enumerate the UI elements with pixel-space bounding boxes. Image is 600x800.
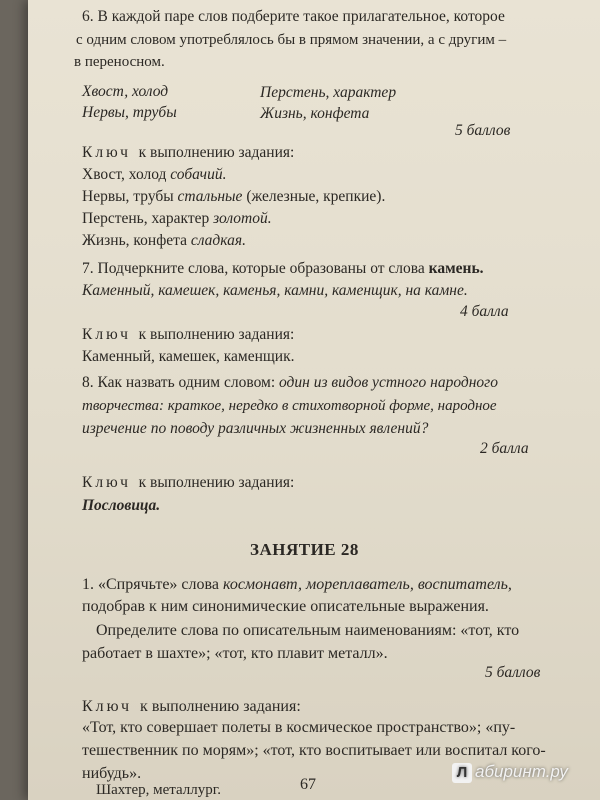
task7-text: 7. Подчеркните слова, которые образованы от слова <box>82 260 429 277</box>
book-page <box>28 0 600 800</box>
task6-answer1 <box>82 166 226 185</box>
answer-italic: сладкая. <box>190 232 246 249</box>
key-rest: к выполнению задания: <box>140 698 301 715</box>
task8-key <box>82 474 294 493</box>
task7-line2: Каменный, камешек, каменья, камни, каменщик, на камне. <box>82 282 468 299</box>
lesson-answer2: тешественник по морям»; «тот, кто воспитывает или воспитал кого- <box>82 742 546 759</box>
key-label: Ключ <box>82 698 133 715</box>
lesson-italic: космонавт, мореплаватель, воспитатель, <box>222 576 512 593</box>
task7-key <box>82 326 294 345</box>
task8-score: 2 балла <box>480 440 529 457</box>
task6-line1: 6. В каждой паре слов подберите такое прилагательное, которое <box>82 8 505 25</box>
answer-text: Хвост, холод <box>82 166 171 183</box>
watermark-badge-icon: Л <box>452 763 472 783</box>
key-rest: к выполнению задания: <box>138 474 295 491</box>
lesson-answer3: нибудь». <box>82 765 142 782</box>
task6-answer4 <box>82 232 246 251</box>
answer-italic: собачий. <box>170 166 227 183</box>
key-label: Ключ <box>82 326 131 343</box>
task6-line3: в переносном. <box>74 54 165 70</box>
lesson-task1-line4: работает в шахте»; «тот, кто плавит металл». <box>82 645 388 662</box>
lesson-answer1: «Тот, кто совершает полеты в космическое пространство»; «пу- <box>82 719 516 736</box>
task7-answer: Каменный, камешек, каменщик. <box>82 348 295 365</box>
task6-line2: с одним словом употреблялось бы в прямом значении, а с другим – <box>76 32 507 48</box>
lesson-score: 5 баллов <box>485 664 541 681</box>
answer-italic: золотой. <box>213 210 272 227</box>
task6-key <box>82 144 294 163</box>
task6-pair2: Перстень, характер <box>260 84 397 101</box>
task6-score: 5 баллов <box>455 122 511 139</box>
watermark-text: абиринт.ру <box>475 762 568 781</box>
lesson-text: 1. «Спрячьте» слова <box>82 576 223 593</box>
task7-bold-word: камень. <box>428 260 484 277</box>
page-number: 67 <box>300 776 316 793</box>
task6-answer2 <box>82 188 385 207</box>
key-label: Ключ <box>82 474 131 491</box>
lesson-task1-line1 <box>82 575 512 594</box>
lesson-key <box>82 697 301 716</box>
task8-line2: творчества: краткое, нередко в стихотворной форме, народное <box>82 398 497 414</box>
task6-pair1: Хвост, холод <box>82 83 169 100</box>
task8-line1 <box>82 374 498 393</box>
key-label: Ключ <box>82 144 131 161</box>
lesson-task1-line2: подобрав к ним синонимические описательные выражения. <box>82 598 489 615</box>
answer-italic: стальные <box>177 188 243 205</box>
key-rest: к выполнению задания: <box>138 144 295 161</box>
task6-pair4: Жизнь, конфета <box>260 105 370 122</box>
task8-italic: один из видов устного народного <box>279 374 498 391</box>
answer-tail: (железные, крепкие). <box>242 188 386 205</box>
task8-answer: Пословица. <box>82 497 161 514</box>
task6-answer3 <box>82 210 272 229</box>
lesson-answer4: Шахтер, металлург. <box>96 782 221 798</box>
key-rest: к выполнению задания: <box>138 326 295 343</box>
task8-line3: изречение по поводу различных жизненных явлений? <box>82 420 429 437</box>
task8-text: 8. Как назвать одним словом: <box>82 374 280 391</box>
answer-text: Перстень, характер <box>82 210 214 227</box>
task7-line1 <box>82 260 484 279</box>
watermark-logo <box>452 762 592 792</box>
answer-text: Нервы, трубы <box>82 188 178 205</box>
lesson-task1-line3: Определите слова по описательным наименованиям: «тот, кто <box>96 622 520 639</box>
lesson-heading: ЗАНЯТИЕ 28 <box>250 540 359 559</box>
answer-text: Жизнь, конфета <box>82 232 191 249</box>
task6-pair3: Нервы, трубы <box>82 104 177 121</box>
task7-score: 4 балла <box>460 303 509 320</box>
